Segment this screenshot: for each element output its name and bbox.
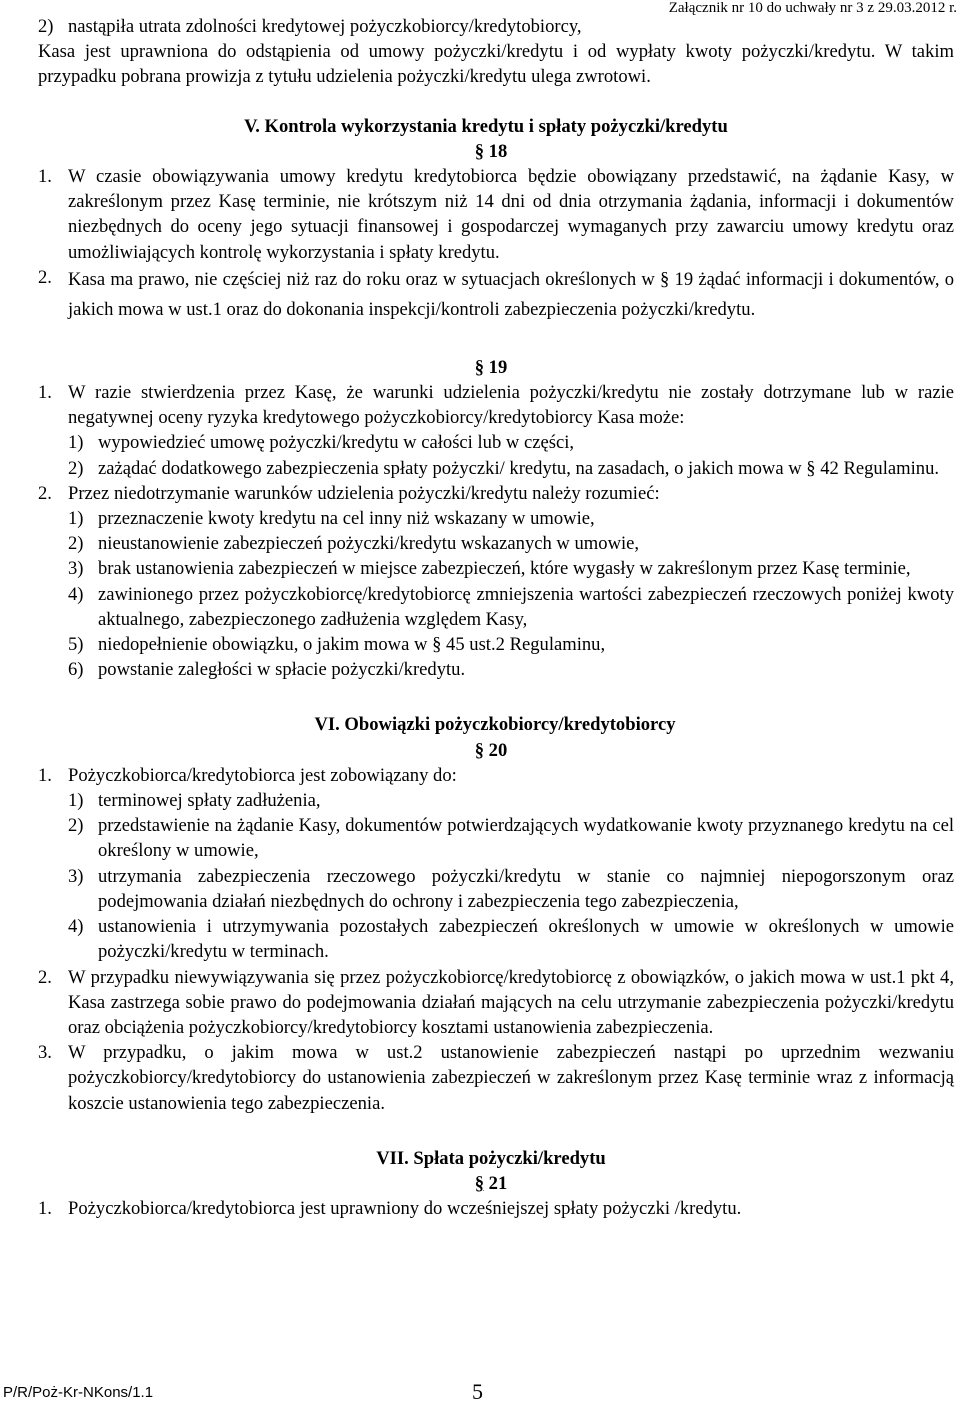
paragraph-symbol: § bbox=[474, 739, 485, 761]
sub-list bbox=[68, 788, 954, 964]
list-item bbox=[68, 531, 954, 556]
item-text: W czasie obowiązywania umowy kredytu kredytobiorca będzie obowiązany przedstawić, na żądanie Kasy, w zakreślonym przez Kasę terminie, nie krótszym niż 14 dni od dnia otrzymania żądania, informacji i dokumentów niezbędnych do oceny jego sytuacji finansowej i gospodarczej wymaganych przy zawarciu umowy kredytu oraz umożliwiających kontrolę wykorzystania i spłaty kredytu. bbox=[68, 166, 954, 263]
item-number: 1. bbox=[38, 166, 52, 188]
list-item bbox=[38, 1196, 954, 1221]
item-number: 1) bbox=[68, 790, 84, 812]
item-text: powstanie zaległości w spłacie pożyczki/kredytu. bbox=[98, 659, 466, 681]
item-text: przedstawienie na żądanie Kasy, dokumentów potwierdzających wydatkowanie kwoty przyznanego kredytu na cel określony w umowie, bbox=[98, 815, 954, 862]
item-text: W przypadku, o jakim mowa w ust.2 ustanowienie zabezpieczeń nastąpi po uprzednim wezwaniu pożyczkobiorcy/kredytobiorcy do ustanowienia zabezpieczeń w zakreślonym przez Kasę terminie wraz z informacją koszcie ustanowienia tego zabezpieczenia. bbox=[68, 1042, 954, 1114]
item-text: terminowej spłaty zadłużenia, bbox=[98, 790, 321, 812]
page-number: 5 bbox=[472, 1379, 483, 1404]
item-number: 2. bbox=[38, 266, 52, 288]
item-text: Przez niedotrzymanie warunków udzielenia pożyczki/kredytu należy rozumieć: bbox=[68, 482, 660, 504]
item-text: nieustanowienie zabezpieczeń pożyczki/kredytu wskazanych w umowie, bbox=[98, 533, 640, 555]
item-text: ustanowienia i utrzymywania pozostałych zabezpieczeń określonych w umowie w określonych w umowie pożyczki/kredytu w terminach. bbox=[98, 916, 954, 963]
item-number: 2. bbox=[38, 966, 52, 988]
document-code: P/R/Poż-Kr-NKons/1.1 bbox=[3, 1384, 154, 1401]
item-number: 1) bbox=[68, 508, 84, 530]
item-text: przeznaczenie kwoty kredytu na cel inny niż wskazany w umowie, bbox=[98, 508, 595, 530]
section-paragraph-number bbox=[28, 738, 954, 763]
item-text: utrzymania zabezpieczenia rzeczowego pożyczki/kredytu w stanie co najmniej niepogorszonym oraz podejmowania działań niezbędnych do ochrony i zabezpieczenia tego zabezpieczenia, bbox=[98, 865, 954, 912]
item-text: Kasa ma prawo, nie częściej niż raz do roku oraz w sytuacjach określonych w § 19 żądać informacji i dokumentów, o jakich mowa w ust.1 oraz do dokonania inspekcji/kontroli zabezpieczenia pożyczki/kredytu. bbox=[68, 268, 954, 320]
list-item bbox=[68, 632, 954, 657]
list-item bbox=[38, 164, 954, 265]
item-text: nastąpiła utrata zdolności kredytowej pożyczkobiorcy/kredytobiorcy, bbox=[68, 16, 582, 37]
list-item bbox=[38, 380, 954, 430]
list-item bbox=[68, 914, 954, 964]
list-item bbox=[68, 813, 954, 863]
item-text: wypowiedzieć umowę pożyczki/kredytu w całości lub w części, bbox=[98, 432, 575, 454]
paragraph-symbol: § bbox=[474, 1172, 485, 1194]
list-item bbox=[68, 582, 954, 632]
section-paragraph-number bbox=[28, 139, 954, 164]
paragraph-number: 20 bbox=[488, 739, 508, 761]
item-text: Pożyczkobiorca/kredytobiorca jest zobowiązany do: bbox=[68, 764, 457, 786]
item-text: Pożyczkobiorca/kredytobiorca jest uprawniony do wcześniejszej spłaty pożyczki /kredytu. bbox=[68, 1198, 742, 1220]
item-number: 2) bbox=[68, 457, 84, 479]
document-body bbox=[38, 14, 954, 1221]
item-number: 4) bbox=[68, 583, 84, 605]
item-text: niedopełnienie obowiązku, o jakim mowa w § 45 ust.2 Regulaminu, bbox=[98, 634, 606, 656]
item-number: 3. bbox=[38, 1042, 52, 1064]
section-heading: VI. Obowiązki pożyczkobiorcy/kredytobiorcy bbox=[314, 714, 676, 736]
list-item bbox=[68, 556, 954, 581]
list-item bbox=[38, 481, 954, 506]
list-item bbox=[68, 430, 954, 455]
item-number: 4) bbox=[68, 916, 84, 938]
item-number: 1. bbox=[38, 764, 52, 786]
item-number: 2) bbox=[38, 16, 54, 37]
item-number: 3) bbox=[68, 558, 84, 580]
item-number: 2. bbox=[38, 482, 52, 504]
list-item bbox=[38, 763, 954, 788]
list-item bbox=[38, 965, 954, 1041]
list-item bbox=[38, 265, 954, 325]
sub-list bbox=[68, 430, 954, 480]
item-number: 3) bbox=[68, 865, 84, 887]
item-text: W przypadku niewywiązywania się przez pożyczkobiorcę/kredytobiorcę z obowiązków, o jakich mowa w ust.1 pkt 4, Kasa zastrzega sobie prawo do podejmowania działań mających na celu utrzymanie zabezpieczenia pożyczki/kredytu oraz obciążenia pożyczkobiorcy/kredytobiorcy kosztami ustanowienia zabezpieczenia. bbox=[68, 966, 954, 1038]
item-number: 1. bbox=[38, 382, 52, 404]
paragraph-number: 21 bbox=[488, 1172, 508, 1194]
list-item bbox=[68, 788, 954, 813]
intro-paragraph: Kasa jest uprawniona do odstąpienia od umowy pożyczki/kredytu i od wypłaty kwoty pożyczki/kredytu. W takim przypadku pobrana prowizja z tytułu udzielenia pożyczki/kredytu ulega zwrotowi. bbox=[38, 41, 954, 88]
paragraph-symbol: § bbox=[474, 356, 485, 378]
item-number: 5) bbox=[68, 634, 84, 656]
item-number: 1. bbox=[38, 1198, 52, 1220]
list-item bbox=[68, 864, 954, 914]
list-item bbox=[68, 456, 954, 481]
paragraph-symbol: § bbox=[474, 140, 485, 162]
paragraph-number: 19 bbox=[488, 356, 508, 378]
paragraph bbox=[0, 39, 954, 89]
section-paragraph-number bbox=[28, 1171, 954, 1196]
section-heading: VII. Spłata pożyczki/kredytu bbox=[376, 1147, 606, 1169]
item-text: W razie stwierdzenia przez Kasę, że warunki udzielenia pożyczki/kredytu nie zostały dotrzymane lub w razie negatywnej oceny ryzyka kredytowego pożyczkobiorcy/kredytobiorcy Kasa może: bbox=[68, 382, 954, 429]
item-text: brak ustanowienia zabezpieczeń w miejsce zabezpieczeń, które wygasły w zakreślonym przez Kasę terminie, bbox=[98, 558, 911, 580]
section-paragraph-number bbox=[28, 355, 954, 380]
list-item bbox=[38, 1040, 954, 1116]
list-item bbox=[68, 506, 954, 531]
list-item bbox=[38, 14, 954, 39]
item-number: 2) bbox=[68, 815, 84, 837]
section-heading: V. Kontrola wykorzystania kredytu i spłaty pożyczki/kredytu bbox=[244, 115, 728, 137]
list-item bbox=[68, 657, 954, 682]
item-number: 2) bbox=[68, 533, 84, 555]
attachment-note: Załącznik nr 10 do uchwały nr 3 z 29.03.2012 r. bbox=[668, 0, 957, 16]
item-text: zawinionego przez pożyczkobiorcę/kredytobiorcę zmniejszenia wartości zabezpieczeń rzeczowych poniżej kwoty aktualnego, zabezpieczonego zadłużenia względem Kasy, bbox=[98, 583, 954, 630]
item-number: 6) bbox=[68, 659, 84, 681]
sub-list bbox=[68, 506, 954, 682]
item-text: zażądać dodatkowego zabezpieczenia spłaty pożyczki/ kredytu, na zasadach, o jakich mowa w § 42 Regulaminu. bbox=[98, 457, 940, 479]
item-number: 1) bbox=[68, 432, 84, 454]
paragraph-number: 18 bbox=[488, 140, 508, 162]
